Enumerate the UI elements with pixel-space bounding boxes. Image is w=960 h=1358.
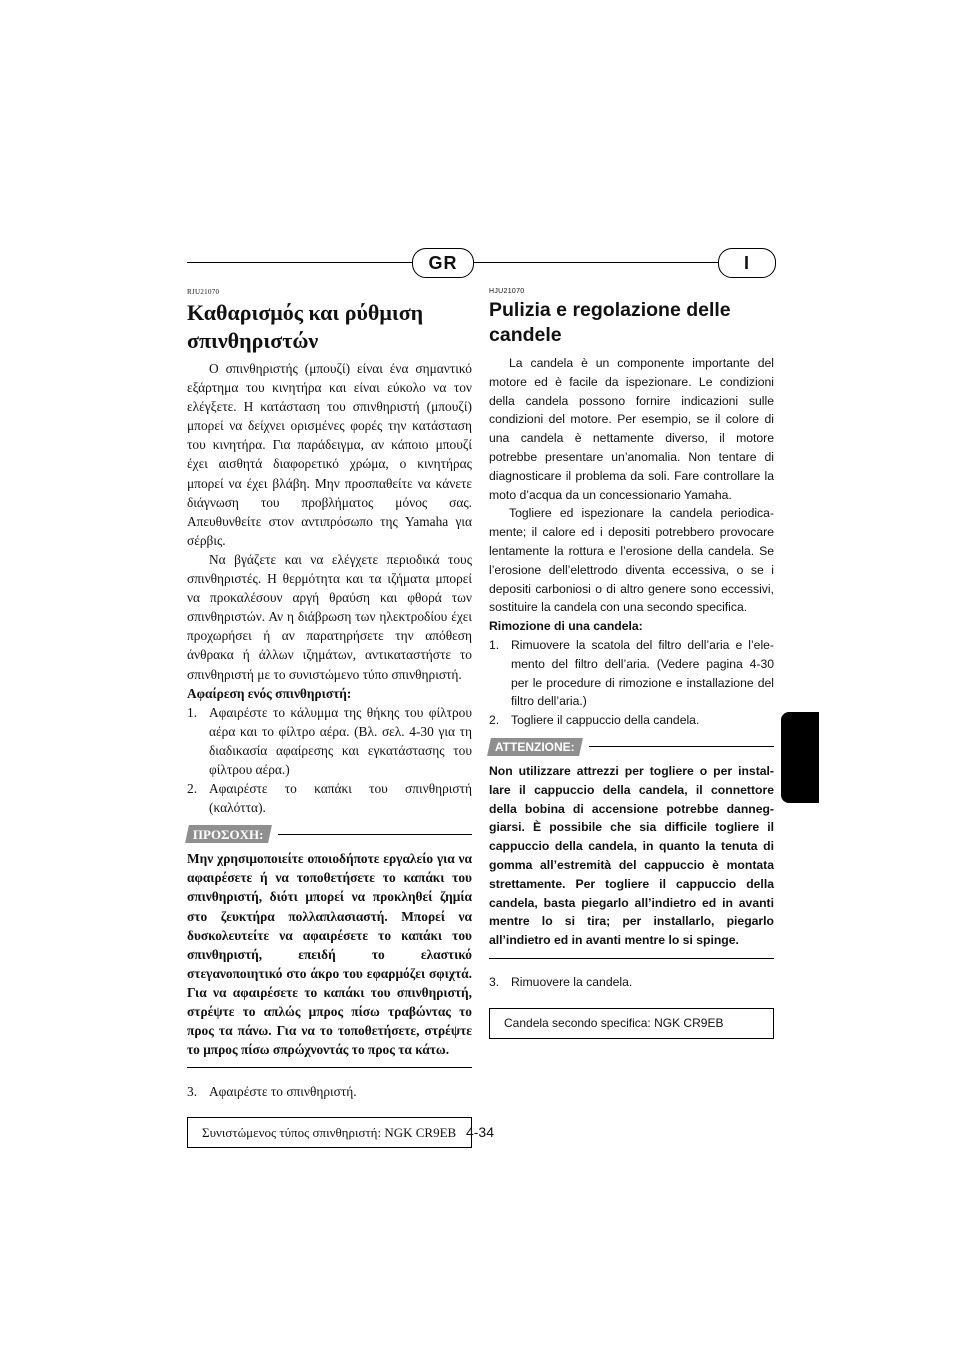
step-item: 2. Αφαιρέστε το καπάκι του σπινθηριστή (καλόττα). xyxy=(187,781,472,816)
page-number: 4-34 xyxy=(465,1124,495,1140)
procedure-heading: Αφαίρεση ενός σπινθηριστή: xyxy=(187,685,352,701)
spec-box: Candela secondo specifica: NGK CR9EB xyxy=(489,1008,774,1039)
header-rule xyxy=(187,262,775,263)
italian-column xyxy=(489,288,774,1039)
step-item: 3. Rimuovere la candela. xyxy=(489,974,633,989)
greek-column xyxy=(187,288,472,1148)
procedure-heading: Rimozione di una candela: xyxy=(489,619,643,634)
language-badge-italian: I xyxy=(718,248,776,278)
caution-header xyxy=(489,738,774,756)
caution-rule xyxy=(278,834,472,835)
section-code: HJU21070 xyxy=(489,288,525,295)
caution-header xyxy=(187,825,472,843)
paragraph: La candela è un componente importante del motore ed è facile da ispezionare. Le condizioni della candela possono fornire indicazioni sulle condizioni del motore. Per esempio, se il colore di una candela è nettamente diverso, il motore potrebbe presentare un’anomalia. Non tentare di diagnosticare il problema da soli. Fare controllare la moto d’acqua da un concessionario Yamaha. xyxy=(489,356,774,502)
caution-text: Non utilizzare attrezzi per togliere o per instal-lare il cappuccio della candela, il connettore della bobina di accensione potrebbe danneg-giarsi. È possibile che sia difficile togliere il cappuccio della candela, in quanto la tenuta di gomma all’estremità del cappuccio è montata strettamente. Per togliere il cappuccio della candela, basta piegarlo all’indietro ed in avanti mentre lo si tira; per installarlo, piegarlo all’indietro ed in avanti mentre lo si spinge. xyxy=(489,762,774,959)
caution-badge: ATTENZIONE: xyxy=(487,738,583,756)
step-item: 1. Αφαιρέστε το κάλυμμα της θήκης του φίλτρου αέρα και το φίλτρο αέρα. (Βλ. σελ. 4-30 για τη διαδικασία αφαίρεσης και εγκατάστασης του φίλτρου αέρα.) xyxy=(187,704,472,777)
paragraph: Ο σπινθηριστής (μπουζί) είναι ένα σημαντικό εξάρτημα του κινητήρα και είναι εύκολο να τον ελέγξετε. Η κατάσταση του σπινθηριστή (μπουζί) μπορεί να δείχνει ορισμένες φορές την κατάσταση του κινητήρα. Για παράδειγμα, αν κάποιο μπουζί έχει αισθητά διαφορετικό χρώμα, ο κινητήρας μπορεί να έχει βλάβη. Μην προσπαθείτε να κάνετε διάγνωση του προβλήματος μόνος σας. Απευθυνθείτε στον αντιπρόσωπο της Yamaha για σέρβις. xyxy=(187,361,472,548)
caution-badge: ΠΡΟΣΟΧΗ: xyxy=(185,825,271,843)
section-title: Καθαρισμός και ρύθμιση σπινθηριστών xyxy=(187,300,424,353)
caution-rule xyxy=(589,746,774,747)
step-item: 2. Togliere il cappuccio della candela. xyxy=(489,713,700,728)
paragraph: Να βγάζετε και να ελέγχετε περιοδικά τους σπινθηριστές. Η θερμότητα και τα ιζήματα μπορεί να προκαλέσουν αργή θραύση και φθορά των σπινθηριστών. Αν η διάβρωση των ηλεκτροδίου έχει προχωρήσει ή αν παρατηρήσετε την απόθεση άνθρακα ή άλλων ιζημάτων, αντικαταστήστε το σπινθηριστή με το συνιστώμενο τύπο σπινθηριστή. xyxy=(187,551,472,682)
paragraph: Togliere ed ispezionare la candela periodica-mente; il calore ed i depositi potrebbero provocare lentamente la rottura e l’erosione della candela. Se l’erosione dell’elettrodo diventa eccessiva, o se i depositi carboniosi o di altro genere sono eccessivi, sostituire la candela con una secondo specifica. xyxy=(489,506,774,615)
section-title: Pulizia e regolazione delle candele xyxy=(489,299,731,346)
chapter-tab xyxy=(781,712,819,803)
language-badge-greek: GR xyxy=(412,248,474,278)
spec-box: Συνιστώμενος τύπος σπινθηριστή: NGK CR9EB xyxy=(187,1117,472,1148)
step-item: 1. Rimuovere la scatola del filtro dell’aria e l’ele-mento del filtro dell’aria. (Vedere pagina 4-30 per le procedure di rimozione e installazione del filtro dell’aria.) xyxy=(489,637,774,709)
step-item: 3. Αφαιρέστε το σπινθηριστή. xyxy=(187,1084,357,1100)
caution-text: Μην χρησιμοποιείτε οποιοδήποτε εργαλείο για να αφαιρέσετε ή να τοποθετήσετε το καπάκι του σπινθηριστή, διότι μπορεί να προκληθεί ζημία στο ζευκτήρα πολλαπλασιαστή. Μπορεί να δυσκολευτείτε να αφαιρέσετε το καπάκι του σπινθηριστή, επειδή το ελαστικό στεγανοποιητικό στο άκρο του εφαρμόζει σφιχτά. Για να αφαιρέσετε το καπάκι του σπινθηριστή, στρέψτε το απλώς μπρος πίσω τραβώντας το προς τα πάνω. Για να το τοποθετήσετε, στρέψτε το μπρος πίσω σπρώχνοντάς το προς τα κάτω. xyxy=(187,849,472,1068)
section-code: RJU21070 xyxy=(187,288,220,296)
